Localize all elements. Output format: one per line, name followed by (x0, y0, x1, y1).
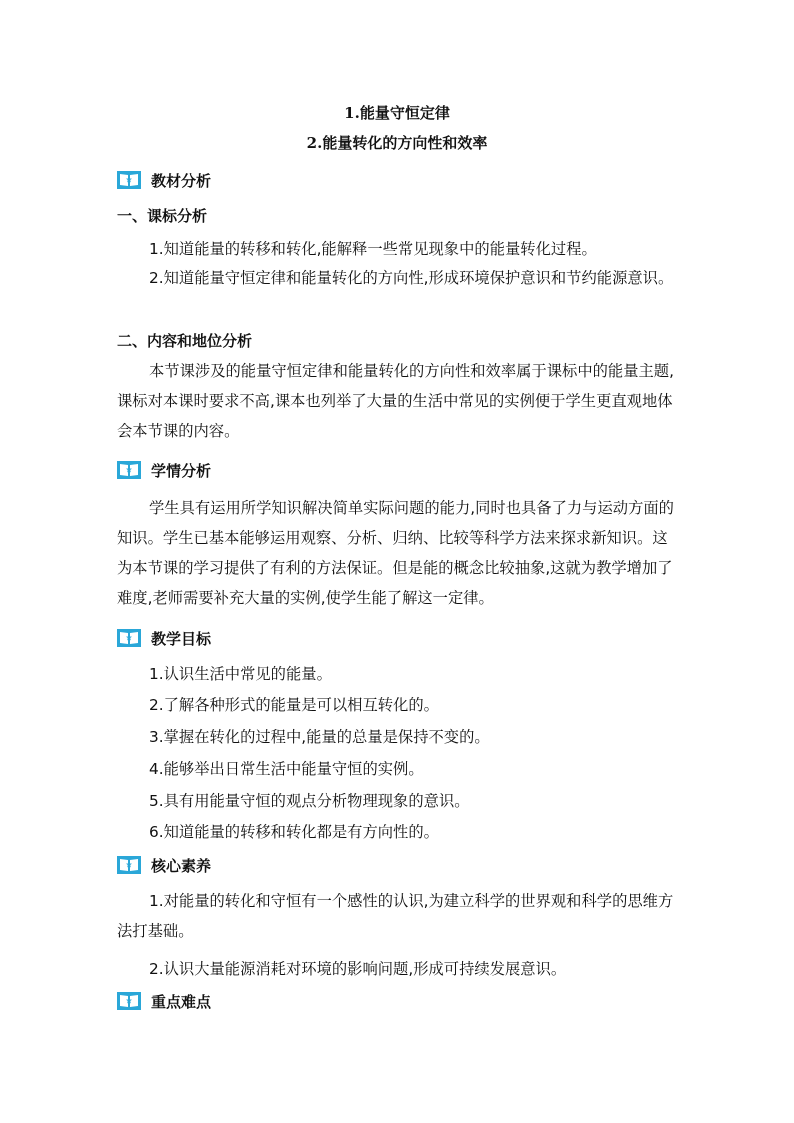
section-students-heading (117, 458, 211, 482)
open-book-icon (117, 855, 141, 875)
literacy-item-1: 1.对能量的转化和守恒有一个感性的认识,为建立科学的世界观和科学的思维方法打基础。 (117, 892, 674, 940)
open-book-icon (117, 170, 141, 190)
standard-item-1: 1.知道能量的转移和转化,能解释一些常见现象中的能量转化过程。 (149, 240, 597, 258)
goal-item-5: 5.具有用能量守恒的观点分析物理现象的意识。 (149, 792, 470, 810)
content-paragraph: 本节课涉及的能量守恒定律和能量转化的方向性和效率属于课标中的能量主题,课标对本课时要求不高,课本也列举了大量的生活中常见的实例便于学生更直观地体会本节课的内容。 (117, 362, 674, 440)
section-keypoints-heading (117, 989, 211, 1013)
goal-item-2: 2.了解各种形式的能量是可以相互转化的。 (149, 696, 439, 714)
students-paragraph: 学生具有运用所学知识解决简单实际问题的能力,同时也具备了力与运动方面的知识。学生已基本能够运用观察、分析、归纳、比较等科学方法来探求新知识。这为本节课的学习提供了有利的方法保证。但是能的概念比较抽象,这就为教学增加了难度,老师需要补充大量的实例,使学生能了解这一定律。 (117, 499, 674, 607)
goal-item-3: 3.掌握在转化的过程中,能量的总量是保持不变的。 (149, 728, 490, 746)
section-goals-label: 教学目标 (151, 629, 212, 648)
main-title: 1.能量守恒定律 (344, 104, 450, 122)
open-book-icon (117, 628, 141, 648)
section-literacy-heading (117, 853, 211, 877)
section-keypoints-label: 重点难点 (151, 992, 212, 1011)
section-analysis-heading (117, 168, 211, 192)
section-students-label: 学情分析 (151, 461, 212, 480)
open-book-icon (117, 460, 141, 480)
heading-content-analysis: 二、内容和地位分析 (117, 332, 253, 350)
heading-standard-analysis: 一、课标分析 (117, 207, 208, 225)
section-analysis-label: 教材分析 (151, 171, 212, 190)
section-goals-heading (117, 626, 211, 650)
goal-item-4: 4.能够举出日常生活中能量守恒的实例。 (149, 760, 424, 778)
standard-item-2: 2.知道能量守恒定律和能量转化的方向性,形成环境保护意识和节约能源意识。 (149, 269, 674, 287)
open-book-icon (117, 991, 141, 1011)
sub-title: 2.能量转化的方向性和效率 (306, 134, 488, 152)
goal-item-1: 1.认识生活中常见的能量。 (149, 665, 332, 683)
section-literacy-label: 核心素养 (151, 856, 212, 875)
goal-item-6: 6.知道能量的转移和转化都是有方向性的。 (149, 823, 439, 841)
literacy-item-2: 2.认识大量能源消耗对环境的影响问题,形成可持续发展意识。 (149, 960, 567, 978)
